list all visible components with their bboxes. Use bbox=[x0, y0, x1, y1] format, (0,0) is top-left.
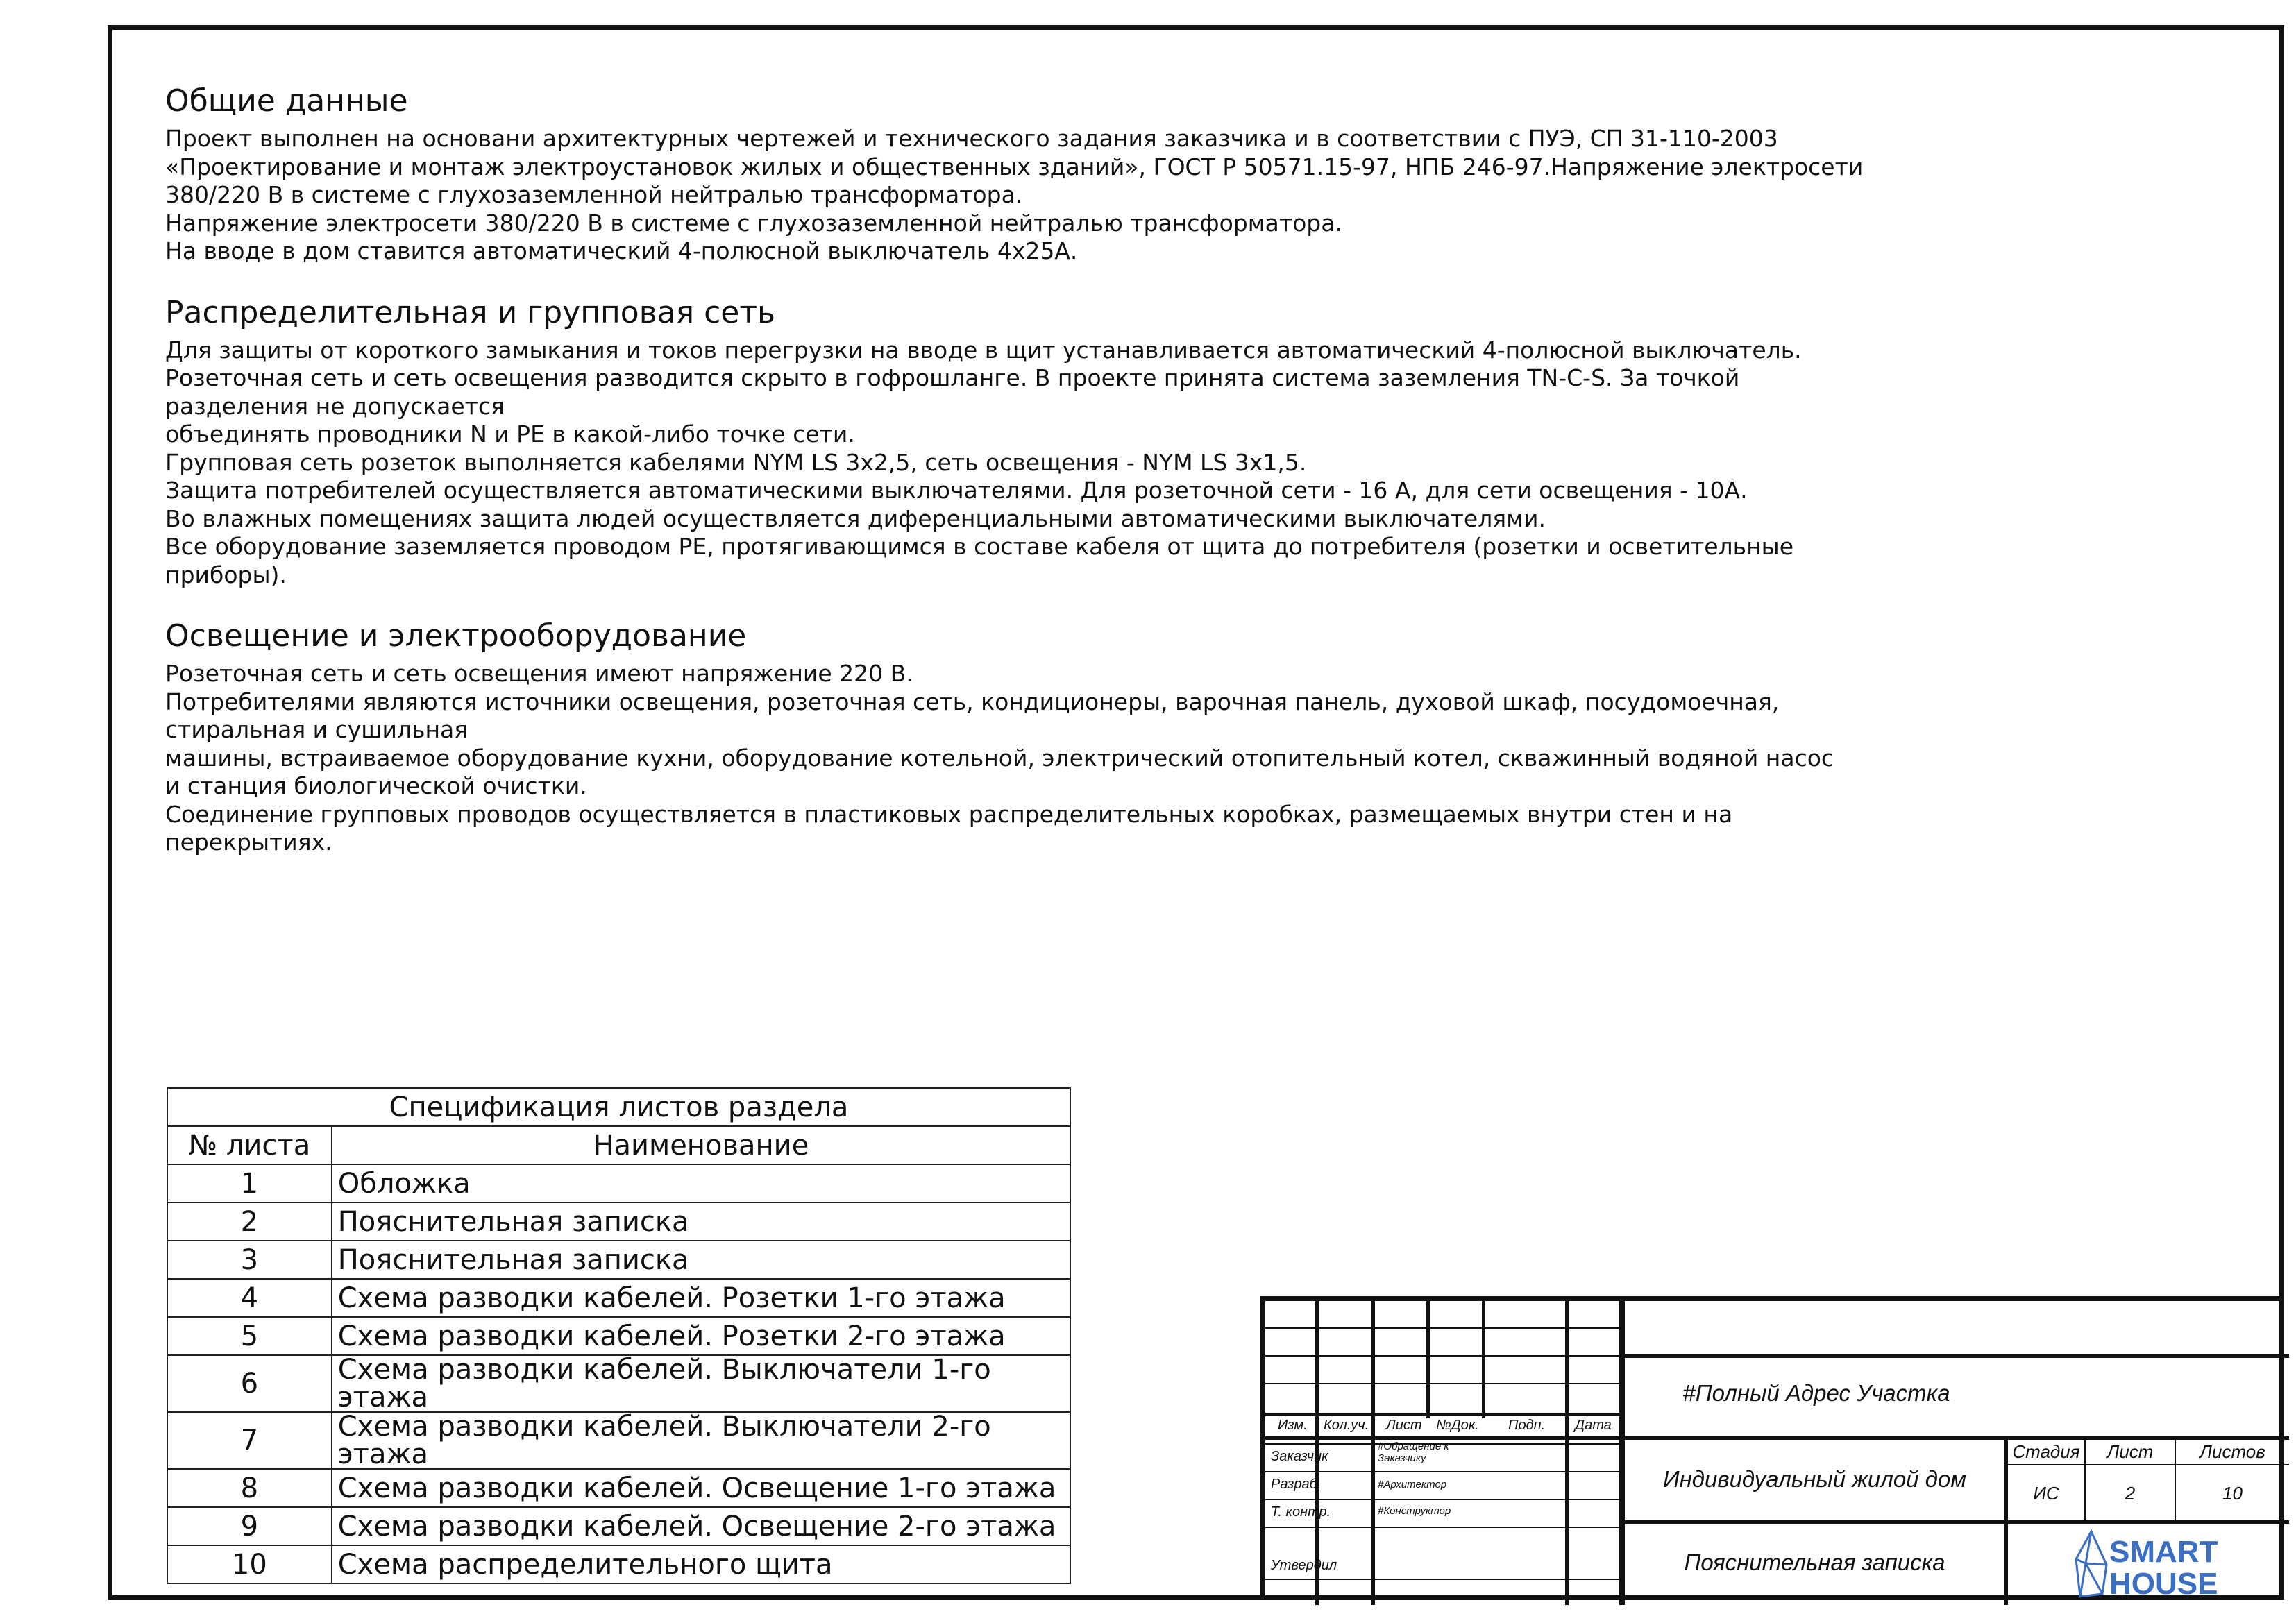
header-podp: Подп. bbox=[1508, 1418, 1546, 1433]
sheet-name: Пояснительная записка bbox=[332, 1203, 1070, 1241]
section-general bbox=[165, 82, 1880, 266]
sheet-num: 8 bbox=[167, 1469, 332, 1507]
object-name: Индивидуальный жилой дом bbox=[1663, 1466, 1966, 1492]
sheet-name: Схема разводки кабелей. Выключатели 2-го этажа bbox=[332, 1412, 1070, 1469]
table-title-row bbox=[167, 1088, 1070, 1126]
site-address: #Полный Адрес Участка bbox=[1682, 1380, 1950, 1406]
text-line: Защита потребителей осуществляется автоматическими выключателями. Для розеточной сети - 16 А, для сети освещения - 10А. bbox=[165, 477, 1748, 504]
table-row bbox=[167, 1241, 1070, 1279]
section-title: Распределительная и групповая сеть bbox=[165, 294, 775, 330]
sheet-name: Схема разводки кабелей. Розетки 1-го этажа bbox=[332, 1279, 1070, 1317]
text-line: Групповая сеть розеток выполняется кабелями NYM LS 3х2,5, сеть освещения - NYM LS 3х1,5. bbox=[165, 448, 1307, 476]
sheet-spec-table bbox=[167, 1087, 1071, 1584]
table-row bbox=[167, 1412, 1070, 1469]
header-kol: Кол.уч. bbox=[1324, 1418, 1369, 1433]
sheet-num: 2 bbox=[167, 1203, 332, 1241]
text-line: Соединение групповых проводов осуществляется в пластиковых распределительных коробках, размещаемых внутри стен и на bbox=[165, 800, 1733, 828]
document-name: Пояснительная записка bbox=[1684, 1549, 1945, 1575]
text-line: машины, встраиваемое оборудование кухни, оборудование котельной, электрический отопительный котел, скважинный водяной насос bbox=[165, 744, 1834, 772]
text-line: 380/220 В в системе с глухозаземленной нейтралью трансформатора. bbox=[165, 181, 1023, 208]
text-line: Розеточная сеть и сеть освещения имеют напряжение 220 В. bbox=[165, 660, 913, 687]
title-block bbox=[1260, 1296, 2284, 1600]
sheet-value: 2 bbox=[2125, 1483, 2136, 1504]
sheet-name: Схема разводки кабелей. Освещение 2-го этажа bbox=[332, 1507, 1070, 1545]
column-header-name: Наименование bbox=[332, 1126, 1070, 1164]
sheet-num: 4 bbox=[167, 1279, 332, 1317]
text-line: перекрытиях. bbox=[165, 829, 332, 856]
text-line: и станция биологической очистки. bbox=[165, 772, 587, 799]
sheet-name: Схема разводки кабелей. Выключатели 1-го этажа bbox=[332, 1355, 1070, 1412]
table-row bbox=[167, 1507, 1070, 1545]
sheet-num: 3 bbox=[167, 1241, 332, 1279]
section-title: Общие данные bbox=[165, 83, 408, 119]
stage-label: Стадия bbox=[2012, 1441, 2080, 1462]
logo-line1: SMART bbox=[2109, 1535, 2218, 1569]
stage-value: ИС bbox=[2033, 1483, 2059, 1504]
text-line: «Проектирование и монтаж электроустановок жилых и общественных зданий», ГОСТ Р 50571.15-97, НПБ 246-97.Напряжение электросети bbox=[165, 153, 1864, 180]
text-line: объединять проводники N и PE в какой-либо точке сети. bbox=[165, 420, 855, 448]
name-architect: #Архитектор bbox=[1378, 1479, 1447, 1490]
sheet-name: Схема разводки кабелей. Розетки 2-го этажа bbox=[332, 1317, 1070, 1355]
section-network bbox=[165, 294, 1880, 590]
sheet-label: Лист bbox=[2107, 1441, 2154, 1462]
sheets-value: 10 bbox=[2222, 1483, 2243, 1504]
text-line: Потребителями являются источники освещения, розеточная сеть, кондиционеры, варочная панель, духовой шкаф, посудомоечная, bbox=[165, 688, 1780, 715]
sheet-num: 5 bbox=[167, 1317, 332, 1355]
text-line: стиральная и сушильная bbox=[165, 716, 469, 743]
text-line: Все оборудование заземляется проводом PE, протягивающимся в составе кабеля от щита до потребителя (розетки и осветительные bbox=[165, 533, 1793, 560]
text-line: Для защиты от короткого замыкания и токов перегрузки на вводе в щит устанавливается автоматический 4-полюсной выключатель. bbox=[165, 336, 1802, 364]
table-title: Спецификация листов раздела bbox=[167, 1088, 1070, 1126]
table-row bbox=[167, 1279, 1070, 1317]
role-approved: Утвердил bbox=[1271, 1558, 1337, 1573]
text-line: Во влажных помещениях защита людей осуществляется диференциальными автоматическими выключателями. bbox=[165, 504, 1546, 532]
table-row bbox=[167, 1355, 1070, 1412]
sheet-name: Обложка bbox=[332, 1164, 1070, 1203]
role-customer: Заказчик bbox=[1271, 1449, 1328, 1464]
column-header-num: № листа bbox=[167, 1126, 332, 1164]
text-line: На вводе в дом ставится автоматический 4-полюсной выключатель 4х25А. bbox=[165, 237, 1078, 264]
sheet-name: Схема распределительного щита bbox=[332, 1545, 1070, 1583]
name-constructor: #Конструктор bbox=[1378, 1505, 1451, 1517]
role-tech-control: Т. контр. bbox=[1271, 1504, 1331, 1520]
sheet-name: Пояснительная записка bbox=[332, 1241, 1070, 1279]
table-row bbox=[167, 1545, 1070, 1583]
table-row bbox=[167, 1203, 1070, 1241]
explanatory-notes bbox=[165, 82, 1880, 885]
smart-house-logo bbox=[2070, 1527, 2223, 1602]
role-developer: Разраб. bbox=[1271, 1477, 1322, 1492]
sheets-label: Листов bbox=[2200, 1441, 2265, 1462]
sheet-num: 1 bbox=[167, 1164, 332, 1203]
name-customer: #Обращение к Заказчику bbox=[1378, 1441, 1449, 1464]
text-line: разделения не допускается bbox=[165, 392, 505, 420]
sheet-name: Схема разводки кабелей. Освещение 1-го этажа bbox=[332, 1469, 1070, 1507]
header-data: Дата bbox=[1575, 1418, 1612, 1433]
text-line: Розеточная сеть и сеть освещения разводится скрыто в гофрошланге. В проекте принята система заземления TN-C-S. За точкой bbox=[165, 364, 1740, 391]
table-row bbox=[167, 1317, 1070, 1355]
header-izm: Изм. bbox=[1278, 1418, 1308, 1433]
text-line: Напряжение электросети 380/220 В в системе с глухозаземленной нейтралью трансформатора. bbox=[165, 209, 1342, 237]
sheet-num: 10 bbox=[167, 1545, 332, 1583]
table-row bbox=[167, 1469, 1070, 1507]
text-line: Проект выполнен на основани архитектурных чертежей и технического задания заказчика и в соответствии с ПУЭ, СП 31-110-2003 bbox=[165, 125, 1778, 152]
table-header-row bbox=[167, 1126, 1070, 1164]
sheet-num: 6 bbox=[167, 1355, 332, 1412]
text-line: приборы). bbox=[165, 561, 287, 588]
section-title: Освещение и электрооборудование bbox=[165, 618, 747, 654]
logo-line2: HOUSE bbox=[2109, 1567, 2218, 1601]
section-lighting bbox=[165, 617, 1880, 857]
header-ndok: №Док. bbox=[1436, 1418, 1479, 1433]
table-row bbox=[167, 1164, 1070, 1203]
sheet-num: 9 bbox=[167, 1507, 332, 1545]
header-list: Лист bbox=[1386, 1418, 1422, 1433]
sheet-num: 7 bbox=[167, 1412, 332, 1469]
house-crystal-icon bbox=[2070, 1527, 2223, 1602]
